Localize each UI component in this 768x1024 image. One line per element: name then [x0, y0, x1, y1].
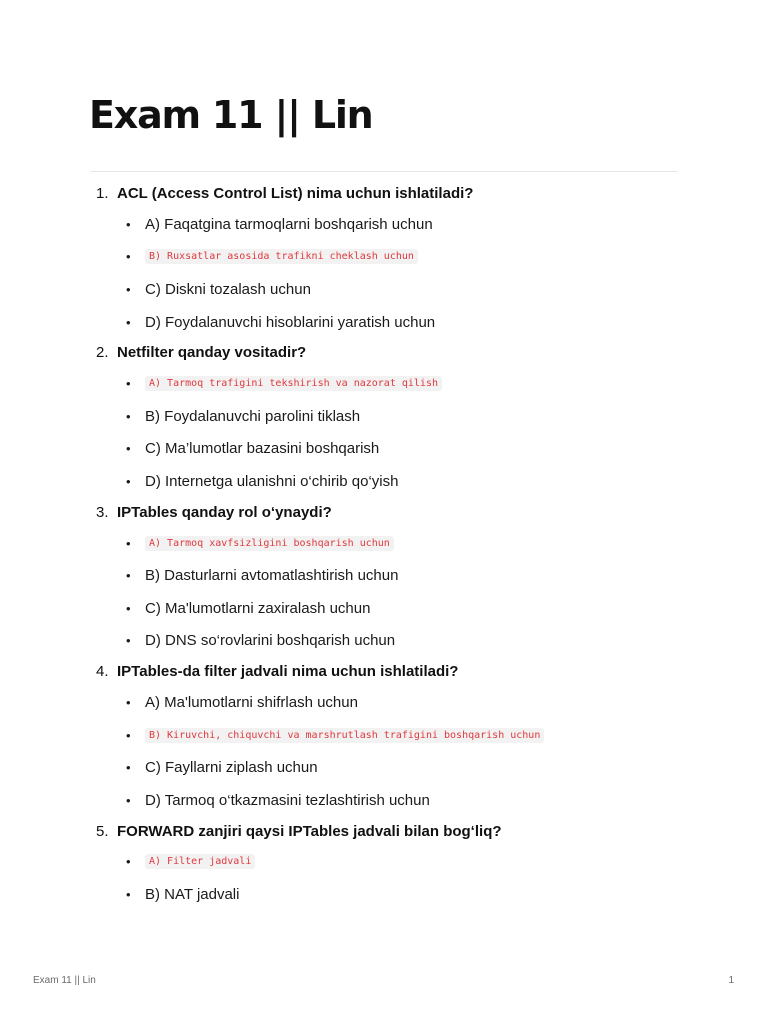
answer-item — [90, 465, 690, 498]
question-number: 2. — [96, 344, 109, 362]
answer-list — [90, 846, 690, 911]
question-heading — [90, 338, 690, 367]
question-item — [90, 179, 690, 338]
question-number: 1. — [96, 185, 109, 202]
answer-item — [90, 273, 690, 306]
answer-text: A) Ma'lumotlarni shifrlash uchun — [145, 693, 358, 711]
answer-item — [90, 686, 690, 719]
question-item — [90, 657, 690, 816]
answer-code-text: B) Ruxsatlar asosida trafikni cheklash uchun — [145, 249, 418, 264]
question-item — [90, 817, 690, 911]
bullet-icon: • — [126, 568, 131, 584]
answer-item — [90, 625, 690, 658]
answer-code-text: A) Filter jadvali — [145, 854, 255, 869]
question-text: Netfilter qanday vositadir? — [117, 344, 307, 362]
answer-item — [90, 592, 690, 625]
bullet-icon: • — [126, 854, 131, 870]
answer-item — [90, 306, 690, 339]
answer-text: D) Internetga ulanishni o‘chirib qo‘yish — [145, 472, 399, 490]
bullet-icon: • — [126, 376, 131, 392]
bullet-icon: • — [126, 886, 131, 902]
question-text: IPTables-da filter jadvali nima uchun ishlatiladi? — [117, 663, 459, 681]
answer-item — [90, 400, 690, 433]
answer-text: D) DNS so‘rovlarini boshqarish uchun — [145, 632, 396, 650]
bullet-icon: • — [126, 216, 131, 232]
answer-text: A) Faqatgina tarmoqlarni boshqarish uchun — [145, 215, 433, 233]
bullet-icon: • — [126, 760, 131, 776]
answer-item-highlighted — [90, 527, 690, 560]
bullet-icon: • — [126, 249, 131, 265]
answer-text: B) Foydalanuvchi parolini tiklash — [145, 407, 361, 425]
question-number: 4. — [96, 663, 109, 681]
answer-text: B) NAT jadvali — [145, 885, 240, 903]
footer-page-number: 1 — [728, 975, 734, 986]
answer-item-highlighted — [90, 367, 690, 400]
title-divider — [90, 171, 678, 172]
bullet-icon: • — [126, 694, 131, 710]
answer-code-text: A) Tarmoq xavfsizligini boshqarish uchun — [145, 536, 394, 551]
bullet-icon: • — [126, 727, 131, 743]
answer-item — [90, 878, 690, 911]
answer-list — [90, 527, 690, 657]
bullet-icon: • — [126, 535, 131, 551]
answer-item-highlighted — [90, 241, 690, 274]
answer-text: B) Dasturlarni avtomatlashtirish uchun — [145, 567, 399, 585]
answer-item — [90, 559, 690, 592]
footer-document-title: Exam 11 || Lin — [33, 975, 96, 986]
bullet-icon: • — [126, 281, 131, 297]
answer-item-highlighted — [90, 846, 690, 879]
question-heading — [90, 817, 690, 846]
question-text: IPTables qanday rol o‘ynaydi? — [117, 503, 332, 521]
bullet-icon: • — [126, 314, 131, 330]
bullet-icon: • — [126, 600, 131, 616]
answer-list — [90, 686, 690, 816]
answer-text: D) Foydalanuvchi hisoblarini yaratish uchun — [145, 313, 436, 331]
question-text: ACL (Access Control List) nima uchun ishlatiladi? — [117, 185, 474, 202]
question-list — [90, 179, 690, 911]
question-number: 3. — [96, 503, 109, 521]
answer-text: C) Ma’lumotlar bazasini boshqarish — [145, 440, 380, 458]
bullet-icon: • — [126, 441, 131, 457]
bullet-icon: • — [126, 792, 131, 808]
answer-text: D) Tarmoq o‘tkazmasini tezlashtirish uchun — [145, 791, 430, 809]
answer-item — [90, 208, 690, 241]
bullet-icon: • — [126, 473, 131, 489]
question-heading — [90, 179, 690, 208]
answer-text: C) Diskni tozalash uchun — [145, 280, 311, 298]
answer-item-highlighted — [90, 719, 690, 752]
bullet-icon: • — [126, 408, 131, 424]
answer-list — [90, 367, 690, 497]
answer-text: C) Fayllarni ziplash uchun — [145, 759, 318, 777]
question-heading — [90, 657, 690, 686]
answer-list — [90, 208, 690, 338]
answer-text: C) Ma'lumotlarni zaxiralash uchun — [145, 599, 371, 617]
question-item — [90, 338, 690, 497]
answer-code-text: A) Tarmoq trafigini tekshirish va nazorat qilish — [145, 376, 442, 391]
question-item — [90, 498, 690, 657]
page-title: Exam 11 || Lin — [89, 93, 373, 137]
answer-item — [90, 751, 690, 784]
answer-item — [90, 433, 690, 466]
question-heading — [90, 498, 690, 527]
answer-item — [90, 784, 690, 817]
question-number: 5. — [96, 822, 109, 840]
question-text: FORWARD zanjiri qaysi IPTables jadvali bilan bog‘liq? — [117, 822, 502, 840]
answer-code-text: B) Kiruvchi, chiquvchi va marshrutlash trafigini boshqarish uchun — [145, 728, 544, 743]
bullet-icon: • — [126, 633, 131, 649]
